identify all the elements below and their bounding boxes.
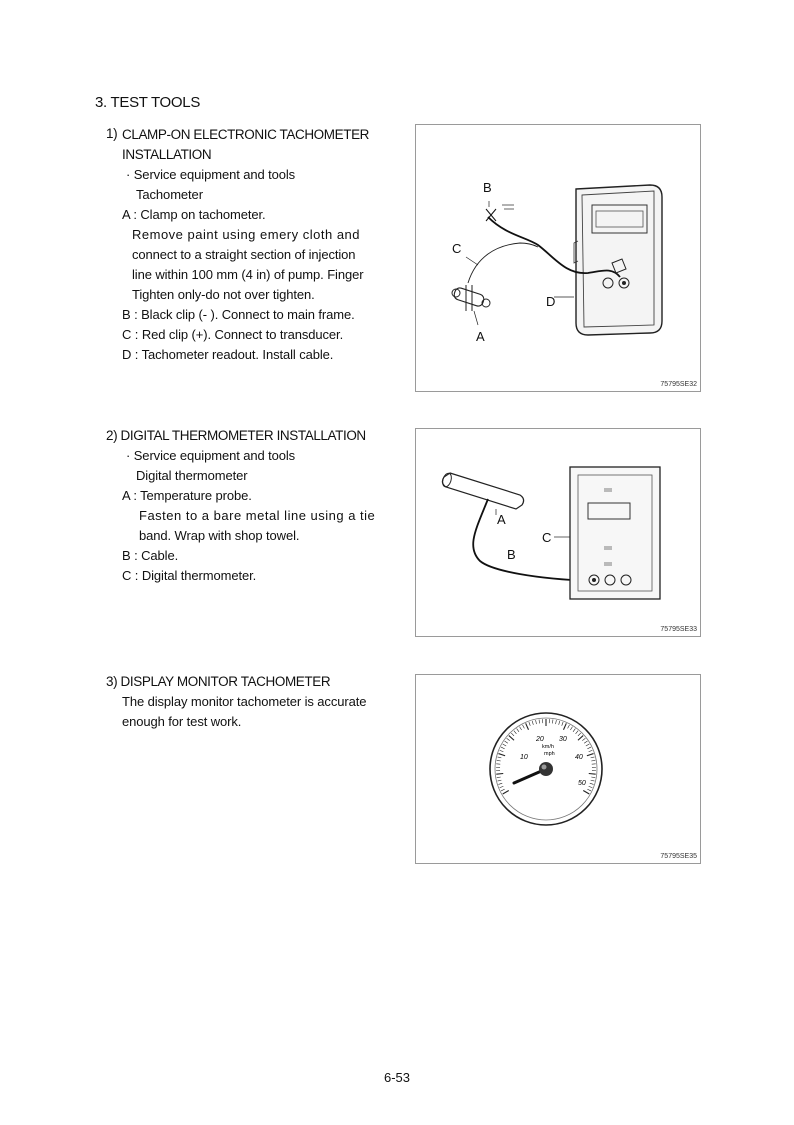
figure-code: 75795SE32 [660, 381, 697, 388]
section-1-number: 1) [106, 126, 118, 141]
figure-label-d: D [546, 294, 556, 309]
section-1-line: Tachometer [136, 187, 203, 202]
tachometer-installation-figure [415, 124, 701, 392]
section-2-line: B : Cable. [122, 548, 179, 563]
section-1-line: Tighten only-do not over tighten. [132, 287, 315, 302]
section-1-line: D : Tachometer readout. Install cable. [122, 347, 334, 362]
tachometer-illustration [416, 125, 700, 391]
gauge-label-20: 20 [536, 736, 544, 743]
gauge-label-40: 40 [575, 754, 583, 761]
section-2-line: A : Temperature probe. [122, 488, 252, 503]
section-1-line: A : Clamp on tachometer. [122, 207, 266, 222]
thermometer-installation-figure [415, 428, 701, 637]
figure-label-c: C [542, 530, 552, 545]
section-1-line: B : Black clip (- ). Connect to main frame. [122, 307, 355, 322]
section-1-line: Remove paint using emery cloth and [132, 227, 361, 242]
gauge-label-30: 30 [559, 736, 567, 743]
section-3-line: The display monitor tachometer is accurate [122, 694, 367, 709]
section-3-line: enough for test work. [122, 714, 242, 729]
section-1-line: connect to a straight section of injection [132, 247, 356, 262]
figure-code: 75795SE35 [660, 853, 697, 860]
section-1-line: · Service equipment and tools [126, 167, 296, 182]
section-3-heading: 3) DISPLAY MONITOR TACHOMETER [106, 674, 331, 689]
gauge-tick [496, 773, 503, 774]
section-1-heading: CLAMP-ON ELECTRONIC TACHOMETER [122, 127, 370, 142]
figure-code: 75795SE33 [660, 626, 697, 633]
figure-label-a: A [476, 329, 485, 344]
figure-label-b: B [507, 547, 516, 562]
display-monitor-tachometer-figure [415, 674, 701, 864]
figure-label-b: B [483, 180, 492, 195]
gauge-tick [589, 773, 596, 774]
figure-label-a: A [497, 512, 506, 527]
section-2-line: Fasten to a bare metal line using a tie [139, 508, 376, 523]
section-2-line: · Service equipment and tools [126, 448, 296, 463]
section-2-line: Digital thermometer [136, 468, 248, 483]
gauge-unit-kmh: km/h [542, 744, 554, 750]
gauge-label-10: 10 [520, 754, 528, 761]
section-2-line: band. Wrap with shop towel. [139, 528, 300, 543]
section-1-heading-line2: INSTALLATION [122, 147, 212, 162]
thermometer-illustration [416, 429, 700, 636]
page-number: 6-53 [383, 1070, 411, 1085]
figure-label-c: C [452, 241, 462, 256]
speedometer-gauge [416, 675, 700, 863]
section-2-line: C : Digital thermometer. [122, 568, 257, 583]
section-2-heading: 2) DIGITAL THERMOMETER INSTALLATION [106, 428, 366, 443]
gauge-unit-mph: mph [544, 751, 555, 757]
gauge-label-50: 50 [578, 780, 586, 787]
section-1-line: C : Red clip (+). Connect to transducer. [122, 327, 344, 342]
section-1-line: line within 100 mm (4 in) of pump. Finger [132, 267, 364, 282]
page-title: 3. TEST TOOLS [95, 94, 201, 111]
